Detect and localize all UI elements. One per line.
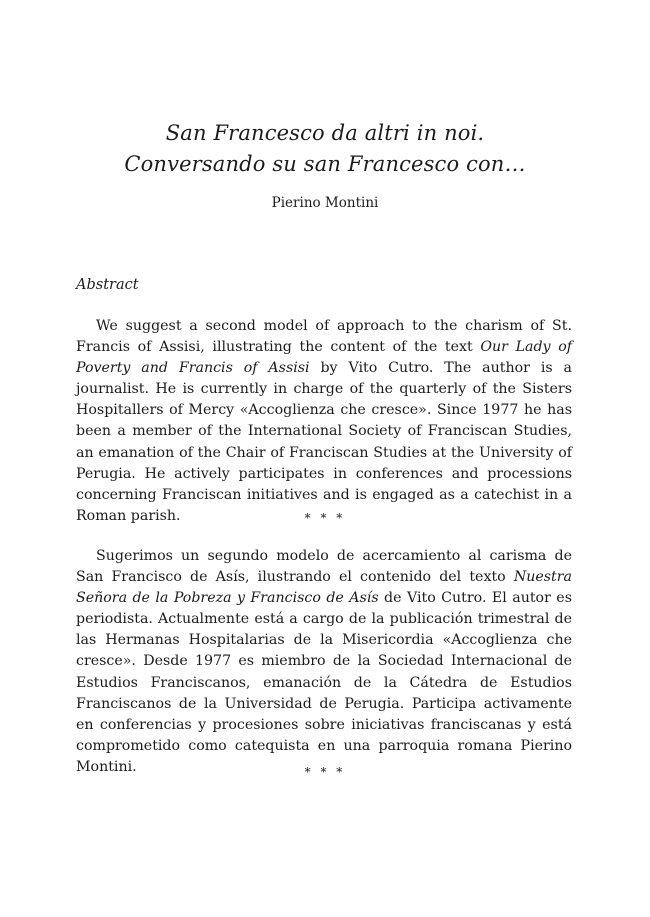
abstract-paragraph-spanish xyxy=(76,546,572,778)
title-block xyxy=(0,118,650,213)
abstract-heading: Abstract xyxy=(76,277,139,293)
author-name: Pierino Montini xyxy=(271,195,379,211)
section-separator-1: * * * xyxy=(304,511,346,525)
article-title-line-1: San Francesco da altri in noi. xyxy=(165,121,485,145)
book-title-spanish: Nuestra Señora de la Pobreza y Francisco de Asís xyxy=(76,569,572,607)
abstract-paragraph-english xyxy=(76,316,572,527)
book-title-english: Our Lady of Poverty and Francis of Assisi xyxy=(76,339,572,377)
article-title-line-2: Conversando su san Francesco con… xyxy=(124,152,526,176)
abstract-english-text-1: We suggest a second model of approach to the charism of St. Francis of Assisi, illustrating the content of the text xyxy=(76,318,572,356)
section-separator-2: * * * xyxy=(304,765,346,779)
abstract-english-text-2: by Vito Cutro. The author is a journalist. He is currently in charge of the quarterly of the Sisters Hospitallers of Mercy «Accoglienza che cresce». Since 1977 he has been a member of the International Society of Franciscan Studies, an emanation of the Chair of Franciscan Studies at the University of Perugia. He actively participates in conferences and processions concerning Franciscan initiatives and is engaged as a catechist in a Roman parish. xyxy=(76,360,572,524)
abstract-spanish-text-1: Sugerimos un segundo modelo de acercamiento al carisma de San Francisco de Asís, ilustrando el contenido del texto xyxy=(76,548,572,586)
abstract-spanish-text-2: de Vito Cutro. El autor es periodista. Actualmente está a cargo de la publicación trimestral de las Hermanas Hospitalarias de la Misericordia «Accoglienza che cresce». Desde 1977 es miembro de la Sociedad Internacional de Estudios Franciscanos, emanación de la Cátedra de Estudios Franciscanos de la Universidad de Perugia. Participa activamente en conferencias y procesiones sobre iniciativas franciscanas y está comprometido como catequista en una parroquia romana Pierino Montini. xyxy=(76,590,572,775)
